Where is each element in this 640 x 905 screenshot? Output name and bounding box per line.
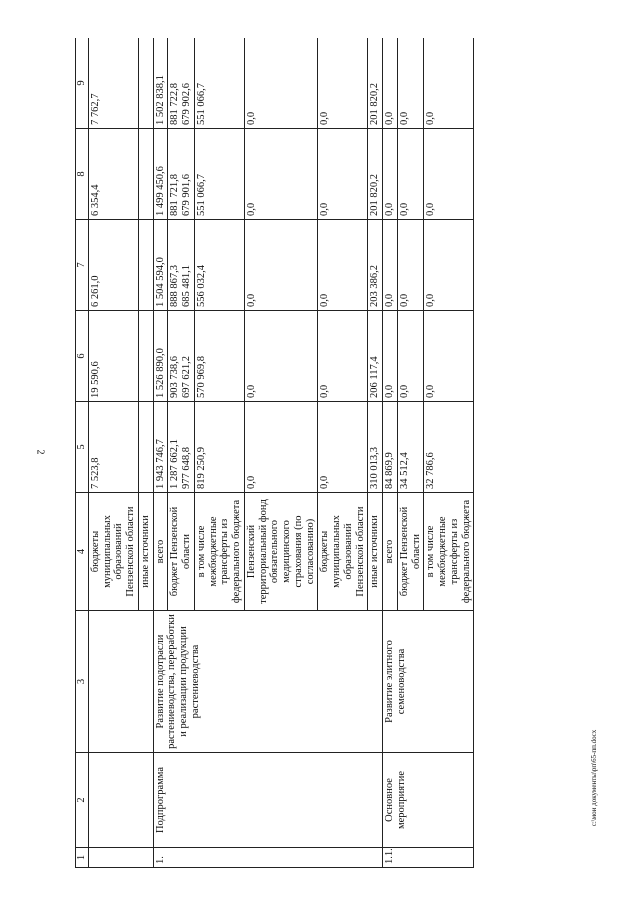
year-value: 1 504 594,0 <box>153 220 168 311</box>
year-value: 0,0 <box>244 311 318 402</box>
year-value: 6 261,0 <box>88 220 138 311</box>
year-value: 903 738,6 697 621,2 <box>168 311 195 402</box>
year-value: 1 499 450,6 <box>153 129 168 220</box>
item-name: Развитие элитного семеноводства <box>383 611 474 753</box>
year-value: 0,0 <box>318 38 368 129</box>
funding-source: иные источники <box>368 493 383 611</box>
year-value: 0,0 <box>424 220 474 311</box>
column-number: 8 <box>76 129 89 220</box>
year-value: 0,0 <box>424 38 474 129</box>
item-type <box>88 753 153 848</box>
column-number: 5 <box>76 402 89 493</box>
year-value: 0,0 <box>244 402 318 493</box>
year-value: 19 590,6 <box>88 311 138 402</box>
year-value <box>138 129 153 220</box>
year-value <box>138 402 153 493</box>
year-value: 551 066,7 <box>194 129 244 220</box>
funding-source: иные источники <box>138 493 153 611</box>
funding-source: в том числе межбюджетные трансферты из федерального бюджета <box>194 493 244 611</box>
column-number-row <box>76 38 89 868</box>
year-value: 7 762,7 <box>88 38 138 129</box>
funding-source: бюджеты муниципальных образований Пензенской области <box>88 493 138 611</box>
table-row <box>153 38 168 868</box>
year-value <box>138 311 153 402</box>
year-value: 0,0 <box>318 220 368 311</box>
column-number: 3 <box>76 611 89 753</box>
year-value: 0,0 <box>244 38 318 129</box>
item-name: Развитие подотрасли растениеводства, переработки и реализации продукции растениеводства <box>153 611 383 753</box>
year-value: 0,0 <box>424 311 474 402</box>
column-number: 6 <box>76 311 89 402</box>
year-value: 888 867,3 685 481,1 <box>168 220 195 311</box>
year-value: 0,0 <box>244 220 318 311</box>
year-value: 0,0 <box>383 38 398 129</box>
page-number: 2 <box>34 449 46 455</box>
item-name <box>88 611 153 753</box>
item-type: Подпрограмма <box>153 753 383 848</box>
item-number: 1. <box>153 848 383 868</box>
table-row <box>88 38 138 868</box>
year-value: 0,0 <box>424 129 474 220</box>
year-value: 551 066,7 <box>194 38 244 129</box>
year-value: 206 117,4 <box>368 311 383 402</box>
funding-source: в том числе межбюджетные трансферты из федерального бюджета <box>424 493 474 611</box>
funding-source: Пензенский территориальный фонд обязательного медицинского страхования (по согласованию) <box>244 493 318 611</box>
year-value: 203 386,2 <box>368 220 383 311</box>
item-type: Основное мероприятие <box>383 753 474 848</box>
year-value: 0,0 <box>397 220 424 311</box>
year-value: 201 820,2 <box>368 38 383 129</box>
funding-source: бюджет Пензенской области <box>397 493 424 611</box>
budget-table <box>75 38 474 868</box>
year-value: 6 354,4 <box>88 129 138 220</box>
year-value: 1 943 746,7 <box>153 402 168 493</box>
year-value: 0,0 <box>397 129 424 220</box>
footer-file-path: c:\мои документы\рп\65-пп.docx <box>590 729 598 827</box>
funding-source: всего <box>383 493 398 611</box>
year-value: 1 287 662,1 977 648,8 <box>168 402 195 493</box>
year-value: 0,0 <box>397 311 424 402</box>
year-value: 84 869,9 <box>383 402 398 493</box>
year-value: 0,0 <box>383 311 398 402</box>
year-value: 881 721,8 679 901,6 <box>168 129 195 220</box>
year-value: 32 786,6 <box>424 402 474 493</box>
year-value: 819 250,9 <box>194 402 244 493</box>
year-value: 0,0 <box>318 402 368 493</box>
column-number: 2 <box>76 753 89 848</box>
year-value: 0,0 <box>318 311 368 402</box>
year-value: 7 523,8 <box>88 402 138 493</box>
column-number: 1 <box>76 848 89 868</box>
column-number: 7 <box>76 220 89 311</box>
year-value: 0,0 <box>318 129 368 220</box>
item-number <box>88 848 153 868</box>
year-value <box>138 220 153 311</box>
year-value: 0,0 <box>244 129 318 220</box>
funding-source: бюджеты муниципальных образований Пензенской области <box>318 493 368 611</box>
year-value: 881 722,8 679 902,6 <box>168 38 195 129</box>
year-value: 310 013,3 <box>368 402 383 493</box>
year-value <box>138 38 153 129</box>
item-number: 1.1. <box>383 848 474 868</box>
year-value: 1 526 890,0 <box>153 311 168 402</box>
landscape-sheet <box>75 38 540 868</box>
year-value: 201 820,2 <box>368 129 383 220</box>
year-value: 0,0 <box>383 220 398 311</box>
column-number: 4 <box>76 493 89 611</box>
year-value: 556 032,4 <box>194 220 244 311</box>
funding-source: всего <box>153 493 168 611</box>
year-value: 0,0 <box>383 129 398 220</box>
year-value: 570 969,8 <box>194 311 244 402</box>
column-number: 9 <box>76 38 89 129</box>
year-value: 1 502 838,1 <box>153 38 168 129</box>
rotated-table-region <box>75 38 540 868</box>
funding-source: бюджет Пензенской области <box>168 493 195 611</box>
year-value: 34 512,4 <box>397 402 424 493</box>
year-value: 0,0 <box>397 38 424 129</box>
table-row <box>383 38 398 868</box>
